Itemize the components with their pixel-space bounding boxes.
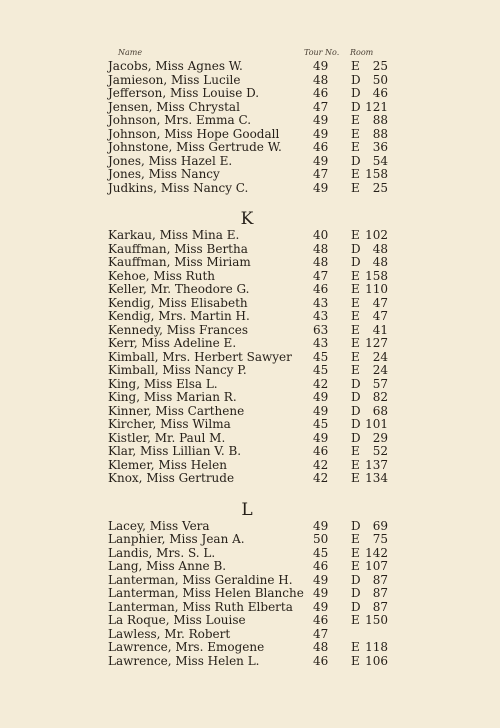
- list-item: [0, 614, 500, 628]
- passenger-name: Lang, Miss Anne B.: [108, 559, 227, 573]
- passenger-name: Jones, Miss Hazel E.: [108, 153, 233, 168]
- tour-number: 48: [313, 640, 329, 654]
- room-deck: E: [351, 268, 360, 283]
- passenger-name: Jacobs, Miss Agnes W.: [108, 59, 243, 73]
- list-item: [0, 351, 500, 365]
- list-item: [0, 547, 500, 561]
- tour-number: 42: [313, 457, 329, 472]
- room-number: 137: [365, 457, 388, 472]
- room-number: 68: [372, 403, 388, 418]
- tour-number: 47: [313, 99, 329, 114]
- passenger-name: La Roque, Miss Louise: [108, 613, 246, 627]
- section-letter: K: [240, 209, 254, 229]
- passenger-name: Lanterman, Miss Ruth Elberta: [108, 599, 293, 614]
- passenger-name: Lanphier, Miss Jean A.: [108, 532, 245, 546]
- room-number: 158: [365, 167, 388, 181]
- passenger-name: Kerr, Miss Adeline E.: [108, 336, 237, 350]
- list-item: [0, 155, 500, 169]
- room-deck: D: [351, 241, 361, 256]
- room-number: 47: [372, 295, 388, 310]
- room-deck: D: [351, 518, 361, 533]
- passenger-name: Kennedy, Miss Frances: [108, 322, 248, 337]
- passenger-name: Kimball, Mrs. Herbert Sawyer: [108, 349, 292, 364]
- passenger-name: Johnson, Mrs. Emma C.: [108, 113, 252, 127]
- list-item: [0, 364, 500, 378]
- list-item: [0, 168, 500, 182]
- tour-number: 50: [313, 532, 329, 546]
- header-room: Room: [350, 48, 374, 57]
- room-number: 102: [365, 228, 388, 242]
- passenger-name: Lawless, Mr. Robert: [108, 626, 231, 641]
- list-item: [0, 391, 500, 405]
- tour-number: 46: [313, 613, 329, 627]
- room-number: 48: [372, 241, 388, 256]
- list-item: [0, 337, 500, 351]
- room-number: 88: [372, 113, 388, 127]
- passenger-name: Jamieson, Miss Lucile: [108, 72, 241, 87]
- list-item: [0, 182, 500, 196]
- room-deck: E: [351, 363, 360, 377]
- passenger-name: Knox, Miss Gertrude: [108, 471, 235, 485]
- list-item: [0, 628, 500, 642]
- room-number: 150: [365, 613, 388, 627]
- passenger-name: Lacey, Miss Vera: [108, 518, 210, 533]
- passenger-name: Kauffman, Miss Bertha: [108, 241, 248, 256]
- passenger-name: Johnstone, Miss Gertrude W.: [108, 140, 282, 154]
- room-number: 87: [372, 599, 388, 614]
- passenger-name: Kircher, Miss Wilma: [108, 417, 231, 431]
- passenger-name: Judkins, Miss Nancy C.: [108, 180, 249, 195]
- room-deck: E: [351, 640, 360, 654]
- list-item: [0, 270, 500, 284]
- list-item: [0, 472, 500, 486]
- tour-number: 49: [313, 518, 329, 533]
- passenger-name: Keller, Mr. Theodore G.: [108, 282, 250, 296]
- passenger-name: Kinner, Miss Carthene: [108, 403, 245, 418]
- list-item: [0, 445, 500, 459]
- section-letter: L: [241, 499, 253, 520]
- room-number: 88: [372, 126, 388, 141]
- room-number: 87: [372, 586, 388, 600]
- tour-number: 49: [313, 153, 329, 168]
- list-item: [0, 60, 500, 74]
- tour-number: 49: [313, 599, 329, 614]
- passenger-name: Landis, Mrs. S. L.: [108, 545, 216, 560]
- room-deck: D: [351, 430, 361, 445]
- room-deck: D: [351, 153, 361, 168]
- tour-number: 49: [313, 403, 329, 418]
- list-item: [0, 101, 500, 115]
- room-number: 127: [365, 336, 388, 350]
- room-deck: E: [351, 349, 360, 364]
- list-item: [0, 459, 500, 473]
- tour-number: 49: [313, 180, 329, 195]
- tour-number: 49: [313, 586, 329, 600]
- tour-number: 46: [313, 559, 329, 573]
- room-deck: E: [351, 167, 360, 181]
- column-headers: [0, 48, 500, 60]
- list-item: [0, 655, 500, 669]
- room-number: 101: [365, 417, 388, 431]
- passenger-name: Jensen, Miss Chrystal: [108, 99, 240, 114]
- room-number: 48: [372, 255, 388, 269]
- room-number: 24: [372, 349, 388, 364]
- room-deck: E: [351, 59, 360, 73]
- room-deck: D: [351, 255, 361, 269]
- room-deck: D: [351, 390, 361, 404]
- tour-number: 43: [313, 336, 329, 350]
- passenger-name: Jefferson, Miss Louise D.: [108, 86, 260, 100]
- list-item: [0, 87, 500, 101]
- room-number: 107: [365, 559, 388, 573]
- passenger-name: Jones, Miss Nancy: [108, 167, 220, 181]
- passenger-name: Lanterman, Miss Helen Blanche: [108, 586, 304, 600]
- tour-number: 46: [313, 140, 329, 154]
- tour-number: 42: [313, 471, 329, 485]
- room-number: 52: [372, 444, 388, 458]
- passenger-name: Klar, Miss Lillian V. B.: [108, 444, 242, 458]
- list-item: [0, 587, 500, 601]
- list-item: [0, 378, 500, 392]
- passenger-name: King, Miss Elsa L.: [108, 376, 218, 391]
- list-item: [0, 574, 500, 588]
- passenger-name: Lanterman, Miss Geraldine H.: [108, 572, 293, 587]
- room-number: 47: [372, 309, 388, 323]
- tour-number: 49: [313, 390, 329, 404]
- list-item: [0, 114, 500, 128]
- tour-number: 48: [313, 241, 329, 256]
- tour-number: 48: [313, 72, 329, 87]
- room-deck: D: [351, 86, 361, 100]
- room-number: 106: [365, 653, 388, 668]
- room-deck: E: [351, 322, 360, 337]
- room-deck: E: [351, 532, 360, 546]
- room-deck: D: [351, 72, 361, 87]
- tour-number: 45: [313, 417, 329, 431]
- tour-number: 48: [313, 255, 329, 269]
- room-number: 75: [372, 532, 388, 546]
- room-deck: E: [351, 457, 360, 472]
- room-deck: E: [351, 559, 360, 573]
- room-deck: E: [351, 336, 360, 350]
- list-item: [0, 74, 500, 88]
- room-deck: E: [351, 471, 360, 485]
- tour-number: 47: [313, 268, 329, 283]
- room-number: 142: [365, 545, 388, 560]
- passenger-name: Lawrence, Miss Helen L.: [108, 653, 260, 668]
- tour-number: 40: [313, 228, 329, 242]
- room-deck: E: [351, 126, 360, 141]
- tour-number: 45: [313, 349, 329, 364]
- tour-number: 45: [313, 545, 329, 560]
- header-name: Name: [118, 48, 143, 57]
- list-item: [0, 405, 500, 419]
- tour-number: 45: [313, 363, 329, 377]
- list-item: [0, 418, 500, 432]
- room-number: 54: [372, 153, 388, 168]
- passenger-name: Klemer, Miss Helen: [108, 457, 227, 472]
- room-deck: E: [351, 613, 360, 627]
- passenger-name: Lawrence, Mrs. Emogene: [108, 640, 265, 654]
- room-deck: D: [351, 99, 361, 114]
- room-deck: E: [351, 180, 360, 195]
- room-deck: E: [351, 113, 360, 127]
- passenger-list: [0, 60, 500, 668]
- room-number: 110: [365, 282, 388, 296]
- room-number: 41: [372, 322, 388, 337]
- tour-number: 43: [313, 309, 329, 323]
- room-deck: D: [351, 586, 361, 600]
- tour-number: 49: [313, 572, 329, 587]
- room-deck: D: [351, 403, 361, 418]
- tour-number: 63: [313, 322, 329, 337]
- list-item: [0, 229, 500, 243]
- tour-number: 46: [313, 444, 329, 458]
- room-number: 118: [365, 640, 388, 654]
- room-deck: E: [351, 282, 360, 296]
- room-number: 87: [372, 572, 388, 587]
- room-deck: D: [351, 376, 361, 391]
- header-tour-no: Tour No.: [304, 48, 340, 57]
- list-item: [0, 324, 500, 338]
- list-item: [0, 560, 500, 574]
- room-number: 24: [372, 363, 388, 377]
- tour-number: 42: [313, 376, 329, 391]
- passenger-name: Kauffman, Miss Miriam: [108, 255, 251, 269]
- tour-number: 49: [313, 113, 329, 127]
- room-number: 36: [372, 140, 388, 154]
- passenger-name: Johnson, Miss Hope Goodall: [108, 126, 280, 141]
- passenger-name: King, Miss Marian R.: [108, 390, 237, 404]
- room-number: 82: [372, 390, 388, 404]
- room-number: 46: [372, 86, 388, 100]
- list-item: [0, 533, 500, 547]
- list-item: [0, 520, 500, 534]
- room-number: 25: [372, 180, 388, 195]
- room-deck: E: [351, 653, 360, 668]
- room-deck: D: [351, 599, 361, 614]
- list-item: [0, 243, 500, 257]
- tour-number: 49: [313, 59, 329, 73]
- tour-number: 49: [313, 126, 329, 141]
- tour-number: 47: [313, 626, 329, 641]
- room-deck: E: [351, 309, 360, 323]
- list-item: [0, 297, 500, 311]
- list-item: [0, 310, 500, 324]
- passenger-name: Kehoe, Miss Ruth: [108, 268, 215, 283]
- list-item: [0, 283, 500, 297]
- tour-number: 46: [313, 653, 329, 668]
- room-number: 29: [372, 430, 388, 445]
- tour-number: 43: [313, 295, 329, 310]
- room-number: 121: [365, 99, 388, 114]
- room-deck: E: [351, 545, 360, 560]
- room-number: 25: [372, 59, 388, 73]
- room-deck: E: [351, 228, 360, 242]
- room-number: 50: [372, 72, 388, 87]
- list-item: [0, 601, 500, 615]
- tour-number: 46: [313, 86, 329, 100]
- room-deck: D: [351, 572, 361, 587]
- room-deck: E: [351, 295, 360, 310]
- list-item: [0, 141, 500, 155]
- room-deck: E: [351, 444, 360, 458]
- passenger-name: Kendig, Miss Elisabeth: [108, 295, 248, 310]
- room-deck: E: [351, 140, 360, 154]
- list-item: [0, 432, 500, 446]
- list-item: [0, 256, 500, 270]
- list-item: [0, 641, 500, 655]
- tour-number: 47: [313, 167, 329, 181]
- room-number: 158: [365, 268, 388, 283]
- room-number: 134: [365, 471, 388, 485]
- tour-number: 49: [313, 430, 329, 445]
- passenger-name: Kimball, Miss Nancy P.: [108, 363, 247, 377]
- passenger-name: Karkau, Miss Mina E.: [108, 228, 240, 242]
- room-number: 57: [372, 376, 388, 391]
- list-item: [0, 128, 500, 142]
- passenger-name: Kendig, Mrs. Martin H.: [108, 309, 250, 323]
- room-deck: D: [351, 417, 361, 431]
- passenger-name: Kistler, Mr. Paul M.: [108, 430, 226, 445]
- tour-number: 46: [313, 282, 329, 296]
- room-number: 69: [372, 518, 388, 533]
